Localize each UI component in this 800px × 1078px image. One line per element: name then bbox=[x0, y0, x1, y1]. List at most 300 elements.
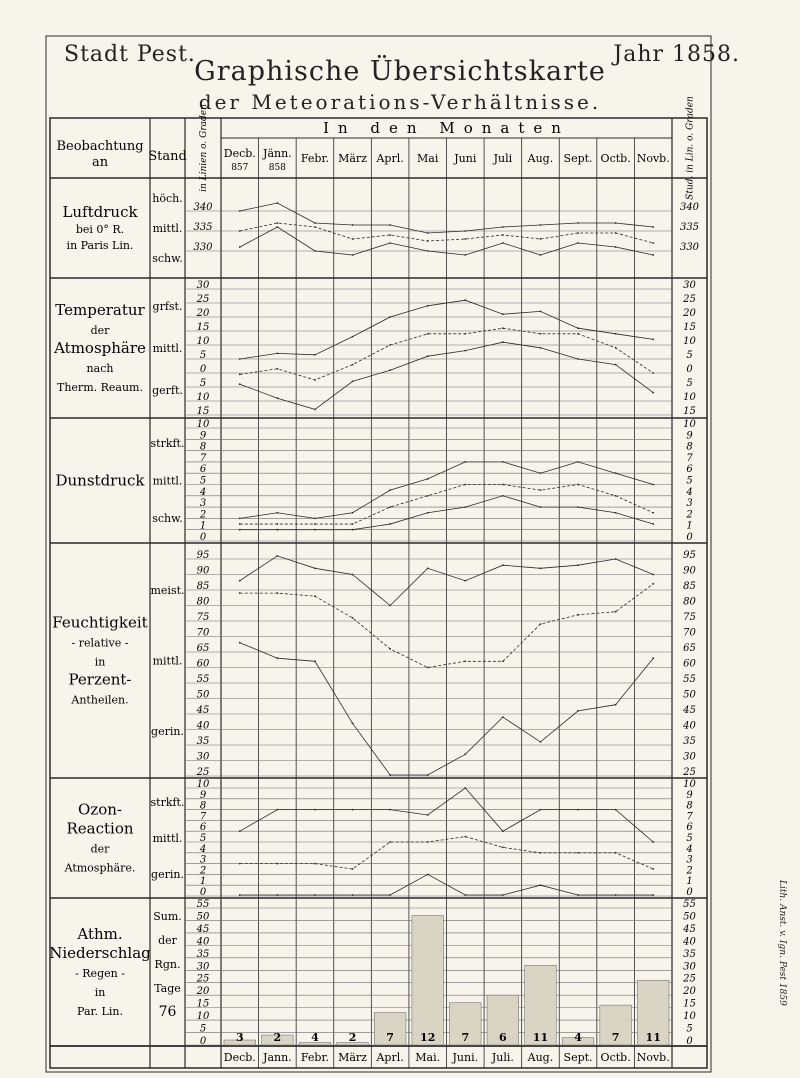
ozone-tick-left: 10 bbox=[196, 779, 210, 790]
temperature-tick-right: 20 bbox=[683, 308, 696, 319]
month-header: März bbox=[338, 152, 367, 165]
humidity-point bbox=[652, 583, 654, 585]
humidity-point bbox=[389, 605, 391, 607]
pressure-point bbox=[652, 254, 654, 256]
precip-tick-right: 50 bbox=[683, 911, 696, 923]
units-right-header: Stud. in Lin. o. Graden bbox=[685, 96, 696, 200]
ozone-tick-left: 3 bbox=[199, 854, 207, 866]
ozone-point bbox=[652, 868, 654, 870]
month-header: Febr. bbox=[300, 152, 330, 165]
humidity-tick-right: 70 bbox=[683, 627, 696, 639]
humidity-tick-right: 90 bbox=[683, 565, 696, 577]
month-header: Novb. bbox=[636, 152, 670, 165]
vapour-tick-left: 10 bbox=[196, 419, 210, 430]
vapour-stand-label: strkft. bbox=[150, 437, 185, 450]
humidity-tick-left: 65 bbox=[196, 643, 210, 654]
temperature-tick-left: 10 bbox=[196, 336, 210, 347]
humidity-point bbox=[427, 667, 429, 669]
pressure-tick-left: 330 bbox=[193, 242, 213, 253]
humidity-point bbox=[239, 642, 241, 644]
vapour-point bbox=[464, 461, 466, 463]
precip-tick-right: 35 bbox=[683, 948, 696, 960]
humidity-point bbox=[502, 564, 504, 566]
pressure-point bbox=[540, 238, 542, 240]
ozone-tick-right: 9 bbox=[686, 789, 693, 801]
lithographer-note bbox=[773, 880, 789, 1030]
vapour-tick-left: 7 bbox=[199, 452, 207, 464]
vapour-point bbox=[615, 472, 617, 474]
pressure-point bbox=[577, 222, 579, 224]
rain-days-label: 6 bbox=[499, 1031, 507, 1044]
chart-title: Graphische Übersichtskarte bbox=[194, 56, 606, 87]
precip-tick-left: 50 bbox=[196, 911, 210, 923]
humidity-point bbox=[314, 567, 316, 569]
vapour-section-label: Dunstdruck bbox=[55, 471, 145, 490]
temperature-point bbox=[464, 299, 466, 301]
temperature-tick-right: 10 bbox=[683, 392, 696, 403]
pressure-section-label: in Paris Lin. bbox=[66, 239, 134, 252]
ozone-point bbox=[502, 894, 504, 896]
ozone-stand-label: mittl. bbox=[152, 832, 183, 845]
ozone-point bbox=[577, 894, 579, 896]
month-header: Juli bbox=[493, 152, 513, 165]
temperature-point bbox=[577, 333, 579, 335]
ozone-point bbox=[577, 852, 579, 854]
precip-tick-left: 35 bbox=[196, 948, 210, 960]
ozone-tick-right: 7 bbox=[686, 811, 693, 823]
footer-month-label: Aug. bbox=[527, 1051, 554, 1064]
vapour-point bbox=[352, 523, 354, 525]
pressure-point bbox=[502, 242, 504, 244]
pressure-tick-left: 340 bbox=[193, 202, 213, 213]
temperature-point bbox=[352, 364, 354, 366]
temperature-tick-right: 10 bbox=[683, 336, 696, 347]
footer-month-label: Sept. bbox=[563, 1051, 593, 1064]
precip-tick-left: 5 bbox=[199, 1023, 207, 1035]
humidity-point bbox=[615, 611, 617, 613]
vapour-tick-left: 8 bbox=[199, 441, 207, 453]
precip-tick-left: 10 bbox=[196, 1011, 210, 1023]
footer-month-label: Octb. bbox=[600, 1051, 631, 1064]
ozone-point bbox=[540, 809, 542, 811]
vapour-point bbox=[615, 512, 617, 514]
humidity-point bbox=[239, 592, 241, 594]
temperature-point bbox=[389, 369, 391, 371]
pressure-point bbox=[464, 254, 466, 256]
temperature-tick-left: 30 bbox=[196, 280, 210, 291]
ozone-point bbox=[427, 874, 429, 876]
humidity-tick-left: 25 bbox=[196, 767, 210, 778]
temperature-point bbox=[314, 379, 316, 381]
ozone-point bbox=[314, 894, 316, 896]
temperature-point bbox=[652, 392, 654, 394]
vapour-tick-left: 0 bbox=[199, 532, 207, 543]
ozone-section-label: der bbox=[90, 842, 110, 856]
pressure-point bbox=[464, 230, 466, 232]
vapour-tick-right: 7 bbox=[686, 452, 693, 464]
precip-tick-left: 30 bbox=[196, 961, 210, 973]
temperature-tick-right: 15 bbox=[683, 322, 696, 333]
precip-tick-right: 55 bbox=[683, 899, 696, 910]
pressure-point bbox=[427, 250, 429, 252]
vapour-tick-left: 5 bbox=[199, 475, 207, 487]
rain-days-label: 12 bbox=[420, 1031, 436, 1044]
ozone-tick-right: 5 bbox=[686, 833, 693, 844]
ozone-section-label: Ozon- bbox=[78, 800, 122, 819]
humidity-point bbox=[577, 564, 579, 566]
vapour-tick-right: 4 bbox=[686, 486, 693, 498]
footer-month-label: Jann. bbox=[263, 1051, 292, 1064]
temperature-point bbox=[427, 355, 429, 357]
humidity-tick-left: 85 bbox=[196, 581, 210, 592]
pressure-tick-right: 340 bbox=[679, 202, 700, 213]
vapour-point bbox=[276, 523, 278, 525]
ozone-point bbox=[615, 852, 617, 854]
precip-tick-right: 40 bbox=[683, 936, 696, 948]
vapour-point bbox=[615, 495, 617, 497]
temperature-point bbox=[352, 336, 354, 338]
precip-tick-right: 15 bbox=[683, 998, 696, 1010]
humidity-stand-label: gerin. bbox=[151, 725, 184, 738]
humidity-point bbox=[652, 657, 654, 659]
ozone-tick-left: 5 bbox=[199, 833, 207, 844]
pressure-point bbox=[239, 210, 241, 212]
humidity-point bbox=[427, 567, 429, 569]
temperature-section-label: Therm. Reaum. bbox=[57, 381, 143, 394]
vapour-point bbox=[652, 512, 654, 514]
humidity-tick-left: 35 bbox=[196, 736, 210, 747]
stand-header: Stand bbox=[148, 149, 187, 164]
humidity-tick-left: 50 bbox=[196, 689, 210, 701]
vapour-tick-left: 3 bbox=[199, 498, 207, 510]
pressure-section-label: Luftdruck bbox=[62, 203, 138, 221]
precip-tick-right: 10 bbox=[683, 1011, 696, 1023]
temperature-tick-left: 5 bbox=[199, 350, 207, 361]
pressure-point bbox=[352, 254, 354, 256]
rain-days-label: 11 bbox=[532, 1031, 549, 1044]
pressure-point bbox=[276, 226, 278, 228]
humidity-point bbox=[352, 722, 354, 724]
vapour-tick-left: 2 bbox=[199, 509, 207, 521]
vapour-point bbox=[389, 523, 391, 525]
precip-tick-left: 0 bbox=[199, 1036, 207, 1047]
ozone-point bbox=[352, 894, 354, 896]
ozone-section-label: Reaction bbox=[66, 819, 134, 838]
vapour-point bbox=[577, 461, 579, 463]
vapour-stand-label: mittl. bbox=[152, 474, 183, 488]
precip-tick-left: 15 bbox=[196, 998, 210, 1010]
humidity-point bbox=[502, 660, 504, 662]
ozone-point bbox=[389, 841, 391, 843]
pressure-point bbox=[427, 240, 429, 242]
humidity-point bbox=[352, 574, 354, 576]
temperature-tick-left: 25 bbox=[196, 294, 210, 305]
month-header: Aug. bbox=[527, 152, 554, 165]
pressure-point bbox=[389, 224, 391, 226]
vapour-point bbox=[540, 472, 542, 474]
ozone-point bbox=[276, 863, 278, 865]
rain-days-label: 3 bbox=[235, 1031, 244, 1044]
vapour-tick-right: 2 bbox=[686, 509, 693, 521]
humidity-point bbox=[577, 710, 579, 712]
temperature-point bbox=[652, 372, 654, 374]
ozone-point bbox=[276, 809, 278, 811]
vapour-point bbox=[577, 506, 579, 508]
temperature-point bbox=[276, 353, 278, 355]
footer-month-label: Juli. bbox=[491, 1051, 514, 1064]
month-header-year: 858 bbox=[268, 163, 286, 173]
rain-days-label: 7 bbox=[386, 1031, 394, 1044]
pressure-point bbox=[389, 242, 391, 244]
ozone-tick-right: 8 bbox=[686, 800, 693, 812]
ozone-tick-left: 0 bbox=[199, 887, 207, 898]
temperature-point bbox=[502, 313, 504, 315]
temperature-tick-left: 0 bbox=[199, 364, 207, 375]
precip-stand-label: der bbox=[158, 934, 177, 947]
vapour-point bbox=[464, 506, 466, 508]
rain-days-label: 4 bbox=[311, 1031, 319, 1044]
vapour-point bbox=[540, 506, 542, 508]
ozone-tick-left: 4 bbox=[199, 843, 207, 855]
ozone-point bbox=[314, 809, 316, 811]
pressure-point bbox=[464, 238, 466, 240]
humidity-point bbox=[389, 774, 391, 776]
ozone-point bbox=[352, 809, 354, 811]
humidity-point bbox=[615, 558, 617, 560]
humidity-point bbox=[615, 704, 617, 706]
ozone-tick-left: 6 bbox=[199, 822, 207, 834]
temperature-tick-right: 5 bbox=[686, 378, 693, 389]
humidity-tick-left: 75 bbox=[196, 612, 210, 623]
humidity-tick-right: 45 bbox=[683, 705, 696, 716]
humidity-point bbox=[540, 741, 542, 743]
humidity-tick-left: 30 bbox=[196, 751, 210, 763]
ozone-tick-right: 3 bbox=[686, 854, 693, 866]
ozone-point bbox=[652, 894, 654, 896]
ozone-tick-left: 1 bbox=[199, 876, 207, 888]
month-header: Octb. bbox=[600, 152, 631, 165]
ozone-tick-right: 6 bbox=[686, 822, 693, 834]
vapour-tick-right: 3 bbox=[686, 498, 693, 510]
humidity-point bbox=[540, 567, 542, 569]
ozone-point bbox=[427, 814, 429, 816]
humidity-tick-right: 30 bbox=[683, 751, 696, 763]
vapour-tick-right: 0 bbox=[686, 532, 693, 543]
rain-days-label: 2 bbox=[348, 1031, 357, 1044]
vapour-point bbox=[652, 523, 654, 525]
footer-month-label: Novb. bbox=[636, 1051, 670, 1064]
temperature-point bbox=[615, 364, 617, 366]
ozone-tick-right: 10 bbox=[683, 779, 696, 790]
pressure-point bbox=[314, 250, 316, 252]
footer-month-label: Decb. bbox=[223, 1051, 256, 1064]
footer-month-label: Juni. bbox=[452, 1051, 479, 1064]
temperature-tick-right: 0 bbox=[686, 364, 693, 375]
ozone-point bbox=[239, 863, 241, 865]
humidity-section-label: Perzent- bbox=[68, 670, 132, 689]
vapour-point bbox=[577, 484, 579, 486]
vapour-point bbox=[314, 523, 316, 525]
vapour-tick-left: 9 bbox=[199, 430, 207, 442]
precip-tick-right: 25 bbox=[683, 973, 696, 985]
chart-subtitle: der Meteorations-Verhältnisse. bbox=[198, 90, 602, 114]
footer-month-label: Febr. bbox=[300, 1051, 330, 1064]
pressure-point bbox=[615, 246, 617, 248]
precip-tick-left: 20 bbox=[196, 986, 210, 998]
humidity-tick-left: 45 bbox=[196, 705, 210, 716]
precip-tick-right: 30 bbox=[683, 961, 696, 973]
pressure-stand-label: schw. bbox=[152, 252, 183, 265]
humidity-tick-right: 85 bbox=[683, 581, 696, 592]
ozone-section-label: Atmosphäre. bbox=[64, 861, 136, 875]
humidity-point bbox=[276, 555, 278, 557]
humidity-point bbox=[276, 592, 278, 594]
pressure-point bbox=[652, 226, 654, 228]
humidity-tick-right: 35 bbox=[683, 736, 696, 747]
precip-tick-right: 5 bbox=[686, 1023, 693, 1035]
humidity-tick-right: 75 bbox=[683, 612, 696, 623]
temperature-point bbox=[464, 350, 466, 352]
ozone-stand-label: gerin. bbox=[151, 868, 184, 881]
ozone-point bbox=[314, 863, 316, 865]
footer-month-label: Aprl. bbox=[376, 1051, 404, 1064]
pressure-stand-label: mittl. bbox=[152, 222, 183, 235]
temperature-point bbox=[239, 358, 241, 360]
vapour-tick-left: 6 bbox=[199, 464, 207, 476]
temperature-point bbox=[427, 333, 429, 335]
humidity-point bbox=[314, 660, 316, 662]
pressure-point bbox=[577, 232, 579, 234]
precip-tick-left: 25 bbox=[196, 973, 210, 985]
vapour-point bbox=[427, 478, 429, 480]
ozone-tick-right: 0 bbox=[686, 887, 693, 898]
ozone-tick-left: 7 bbox=[199, 811, 207, 823]
vapour-tick-right: 1 bbox=[686, 520, 693, 532]
humidity-point bbox=[389, 648, 391, 650]
humidity-tick-left: 70 bbox=[196, 627, 210, 639]
ozone-tick-left: 9 bbox=[199, 789, 207, 801]
pressure-point bbox=[352, 224, 354, 226]
vapour-tick-right: 10 bbox=[683, 419, 696, 430]
vapour-point bbox=[276, 512, 278, 514]
pressure-point bbox=[352, 238, 354, 240]
temperature-point bbox=[540, 347, 542, 349]
months-header: In den Monaten bbox=[323, 119, 570, 137]
humidity-point bbox=[239, 580, 241, 582]
footer-month-label: März bbox=[338, 1051, 367, 1064]
vapour-tick-right: 9 bbox=[686, 430, 693, 442]
precip-section-label: Par. Lin. bbox=[77, 1005, 123, 1018]
ozone-point bbox=[389, 894, 391, 896]
vapour-point bbox=[239, 529, 241, 531]
month-header: Decb. bbox=[223, 147, 256, 160]
temperature-stand-label: gerft. bbox=[152, 384, 183, 397]
year-label: Jahr 1858. bbox=[613, 42, 740, 67]
temperature-point bbox=[352, 381, 354, 383]
vapour-point bbox=[464, 484, 466, 486]
rain-days-label: 7 bbox=[611, 1031, 620, 1044]
vapour-point bbox=[502, 495, 504, 497]
table-frame bbox=[50, 118, 707, 1068]
pressure-point bbox=[276, 202, 278, 204]
beobachtung-header: Beobachtung bbox=[56, 139, 144, 154]
temperature-point bbox=[389, 316, 391, 318]
vapour-point bbox=[427, 512, 429, 514]
temperature-point bbox=[239, 374, 241, 376]
vapour-point bbox=[652, 484, 654, 486]
humidity-point bbox=[502, 716, 504, 718]
vapour-tick-left: 4 bbox=[199, 486, 207, 498]
humidity-tick-left: 95 bbox=[196, 550, 210, 561]
humidity-tick-right: 25 bbox=[683, 767, 696, 778]
precip-stand-label: Sum. bbox=[153, 910, 182, 923]
temperature-section-label: der bbox=[90, 324, 110, 337]
temperature-point bbox=[615, 333, 617, 335]
temperature-point bbox=[502, 327, 504, 329]
ozone-point bbox=[502, 830, 504, 832]
temperature-point bbox=[314, 409, 316, 411]
city-label: Stadt Pest. bbox=[64, 42, 196, 67]
pressure-point bbox=[615, 222, 617, 224]
rain-days-label: 2 bbox=[273, 1031, 282, 1044]
ozone-point bbox=[464, 836, 466, 838]
pressure-tick-right: 335 bbox=[679, 222, 700, 233]
outer-frame bbox=[46, 36, 711, 1072]
precip-section-label: Athm. bbox=[77, 925, 123, 943]
precip-bar bbox=[412, 915, 444, 1045]
temperature-tick-left: 15 bbox=[196, 406, 210, 417]
pressure-point bbox=[652, 242, 654, 244]
temperature-point bbox=[314, 354, 316, 356]
pressure-point bbox=[239, 246, 241, 248]
precip-tick-right: 20 bbox=[683, 986, 696, 998]
temperature-tick-left: 15 bbox=[196, 322, 210, 333]
vapour-tick-right: 8 bbox=[686, 441, 693, 453]
humidity-tick-right: 55 bbox=[683, 674, 696, 685]
temperature-point bbox=[276, 397, 278, 399]
vapour-point bbox=[276, 529, 278, 531]
humidity-point bbox=[314, 595, 316, 597]
lithographer-note-text: Lith. Anst. v. Ign. Pest 1859 bbox=[777, 880, 787, 1006]
ozone-point bbox=[352, 868, 354, 870]
precip-tick-right: 45 bbox=[683, 923, 696, 935]
ozone-point bbox=[502, 847, 504, 849]
vapour-point bbox=[427, 495, 429, 497]
humidity-tick-right: 60 bbox=[683, 658, 696, 670]
ozone-point bbox=[239, 894, 241, 896]
units-left-header: in Linien o. Graden bbox=[199, 104, 209, 192]
temperature-tick-left: 10 bbox=[196, 392, 210, 403]
pressure-stand-label: höch. bbox=[152, 192, 183, 205]
ozone-point bbox=[615, 894, 617, 896]
vapour-point bbox=[352, 512, 354, 514]
humidity-tick-left: 40 bbox=[196, 720, 210, 732]
pressure-point bbox=[427, 232, 429, 234]
rain-days-label: 4 bbox=[574, 1031, 582, 1044]
ozone-tick-right: 4 bbox=[686, 843, 693, 855]
rain-days-label: 7 bbox=[461, 1031, 470, 1044]
humidity-section-label: Feuchtigkeit bbox=[52, 613, 148, 632]
humidity-section-label: Antheilen. bbox=[71, 693, 129, 707]
temperature-point bbox=[540, 333, 542, 335]
ozone-point bbox=[239, 830, 241, 832]
month-header: Jänn. bbox=[263, 147, 292, 160]
ozone-point bbox=[464, 894, 466, 896]
precip-stand-label: Rgn. bbox=[154, 958, 181, 971]
humidity-point bbox=[540, 623, 542, 625]
footer-month-label: Mai. bbox=[415, 1051, 441, 1064]
precip-tick-left: 55 bbox=[196, 899, 210, 910]
